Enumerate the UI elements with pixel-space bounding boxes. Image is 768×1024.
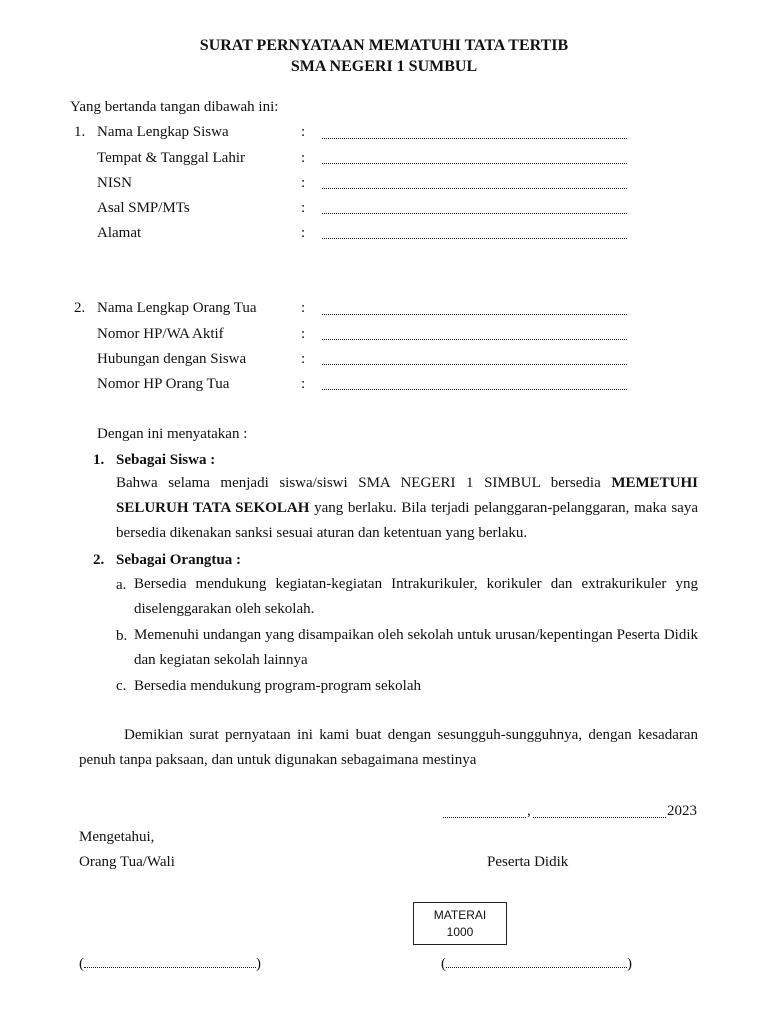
field-colon: : xyxy=(301,175,306,191)
point2-heading: Sebagai Orangtua : xyxy=(116,552,242,568)
field-colon: : xyxy=(301,200,306,216)
materai-line1: MATERAI xyxy=(433,908,487,922)
field-label-asal-smp: Asal SMP/MTs xyxy=(97,200,190,216)
point1-heading: Sebagai Siswa : xyxy=(116,452,216,468)
field-colon: : xyxy=(301,326,306,342)
intro-text: Yang bertanda tangan dibawah ini: xyxy=(70,99,279,115)
point2-item-a-text: Bersedia mendukung kegiatan-kegiatan Intrakurikuler, korikuler dan extrakurikuler yng diselenggarakan oleh sekolah. xyxy=(134,576,698,617)
field-colon: : xyxy=(301,124,306,140)
paren-close: ) xyxy=(627,956,632,972)
mengetahui-text: Mengetahui, xyxy=(79,829,155,845)
field-label-hp-orangtua: Nomor HP Orang Tua xyxy=(97,376,230,392)
field-blank-nama-orangtua[interactable] xyxy=(322,314,627,315)
point1-number: 1. xyxy=(93,452,105,468)
document-title-line1: SURAT PERNYATAAN MEMATUHI TATA TERTIB xyxy=(199,37,569,54)
point2-item-a-letter: a. xyxy=(116,577,127,593)
field-label-hubungan: Hubungan dengan Siswa xyxy=(97,351,247,367)
paren-open: ( xyxy=(441,956,446,972)
date-comma: , xyxy=(527,803,531,819)
field-label-hp-wa: Nomor HP/WA Aktif xyxy=(97,326,224,342)
section1-number: 1. xyxy=(74,124,86,140)
student-signature-blank[interactable] xyxy=(446,967,627,968)
field-colon: : xyxy=(301,376,306,392)
field-blank-hubungan[interactable] xyxy=(322,364,627,365)
student-signature-line[interactable] xyxy=(441,955,632,973)
document-title-line2: SMA NEGERI 1 SUMBUL xyxy=(290,58,478,75)
date-day-blank[interactable] xyxy=(533,817,666,818)
field-blank-hp-orangtua[interactable] xyxy=(322,389,627,390)
field-colon: : xyxy=(301,300,306,316)
section2-number: 2. xyxy=(74,300,86,316)
field-blank-asal-smp[interactable] xyxy=(322,213,627,214)
date-place-blank[interactable] xyxy=(443,817,526,818)
field-blank-nama-siswa[interactable] xyxy=(322,138,627,139)
point2-item-c-letter: c. xyxy=(116,678,127,694)
point2-item-c-text: Bersedia mendukung program-program sekolah xyxy=(134,678,421,694)
student-signature-label: Peserta Didik xyxy=(487,854,569,870)
materai-stamp-box xyxy=(413,902,507,945)
materai-line2: 1000 xyxy=(446,925,474,939)
point1-text-before: Bahwa selama menjadi siswa/siswi SMA NEGERI 1 SIMBUL bersedia xyxy=(116,475,612,491)
parent-signature-blank[interactable] xyxy=(84,967,256,968)
field-blank-hp-wa[interactable] xyxy=(322,339,627,340)
field-blank-ttl[interactable] xyxy=(322,163,627,164)
point1-text-bold: MEMETUHI SELURUH TATA SEKOLAH xyxy=(116,475,698,516)
field-label-nisn: NISN xyxy=(97,175,133,191)
parent-signature-label: Orang Tua/Wali xyxy=(79,854,175,870)
parent-signature-line[interactable] xyxy=(79,955,261,973)
date-year: 2023 xyxy=(667,803,697,819)
point2-number: 2. xyxy=(93,552,105,568)
closing-paragraph: Demikian surat pernyataan ini kami buat dengan sesungguh-sungguhnya, dengan kesadaran penuh tanpa paksaan, dan untuk digunakan sebagaimana mestinya xyxy=(79,727,698,768)
field-blank-alamat[interactable] xyxy=(322,238,627,239)
field-label-nama-siswa: Nama Lengkap Siswa xyxy=(97,124,229,140)
point2-item-b-letter: b. xyxy=(116,628,128,644)
point1-text-after: yang berlaku. Bila terjadi pelanggaran-pelanggaran, maka saya bersedia dikenakan sanksi sesuai aturan dan ketentuan yang berlaku. xyxy=(116,500,698,541)
paren-open: ( xyxy=(79,956,84,972)
field-colon: : xyxy=(301,225,306,241)
paren-close: ) xyxy=(256,956,261,972)
point2-item-b-text: Memenuhi undangan yang disampaikan oleh sekolah untuk urusan/kepentingan Peserta Didik dan kegiatan sekolah lainnya xyxy=(134,627,698,668)
declaration-heading: Dengan ini menyatakan : xyxy=(97,426,248,442)
point1-paragraph xyxy=(116,471,698,546)
field-label-alamat: Alamat xyxy=(97,225,142,241)
field-colon: : xyxy=(301,351,306,367)
field-colon: : xyxy=(301,150,306,166)
field-label-ttl: Tempat & Tanggal Lahir xyxy=(97,150,245,166)
field-blank-nisn[interactable] xyxy=(322,188,627,189)
field-label-nama-orangtua: Nama Lengkap Orang Tua xyxy=(97,300,257,316)
